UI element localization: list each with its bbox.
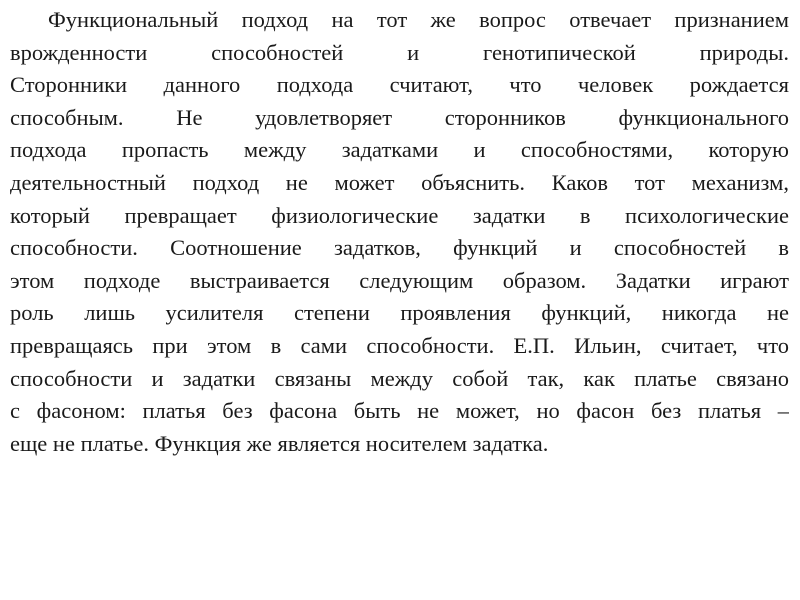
paragraph-line-13: с фасоном: платья без фасона быть не может, но фасон без платья – [10, 398, 789, 424]
paragraph-line-5: подхода пропасть между задатками и способностями, которую [10, 137, 789, 163]
paragraph-line-6: деятельностный подход не может объяснить. Каков тот механизм, [10, 169, 789, 195]
paragraph-line-12: способности и задатки связаны между собой так, как платье связано [10, 365, 789, 391]
paragraph-line-8: способности. Соотношение задатков, функций и способностей в [10, 235, 789, 261]
paragraph-line-1: Функциональный подход на тот же вопрос отвечает признанием [48, 7, 789, 32]
paragraph-line-14: еще не платье. Функция же является носителем задатка. [10, 430, 549, 456]
paragraph-line-11: превращаясь при этом в сами способности. Е.П. Ильин, считает, что [10, 332, 789, 358]
paragraph-line-9: этом подходе выстраивается следующим образом. Задатки играют [10, 267, 789, 293]
body-paragraph [10, 4, 789, 460]
paragraph-line-3: Сторонники данного подхода считают, что человек рождается [10, 72, 789, 98]
paragraph-line-4: способным. Не удовлетворяет сторонников функционального [10, 104, 789, 130]
paragraph-line-2: врожденности способностей и генотипической природы. [10, 39, 789, 65]
paragraph-line-7: который превращает физиологические задатки в психологические [10, 202, 789, 228]
paragraph-line-10: роль лишь усилителя степени проявления функций, никогда не [10, 300, 789, 326]
